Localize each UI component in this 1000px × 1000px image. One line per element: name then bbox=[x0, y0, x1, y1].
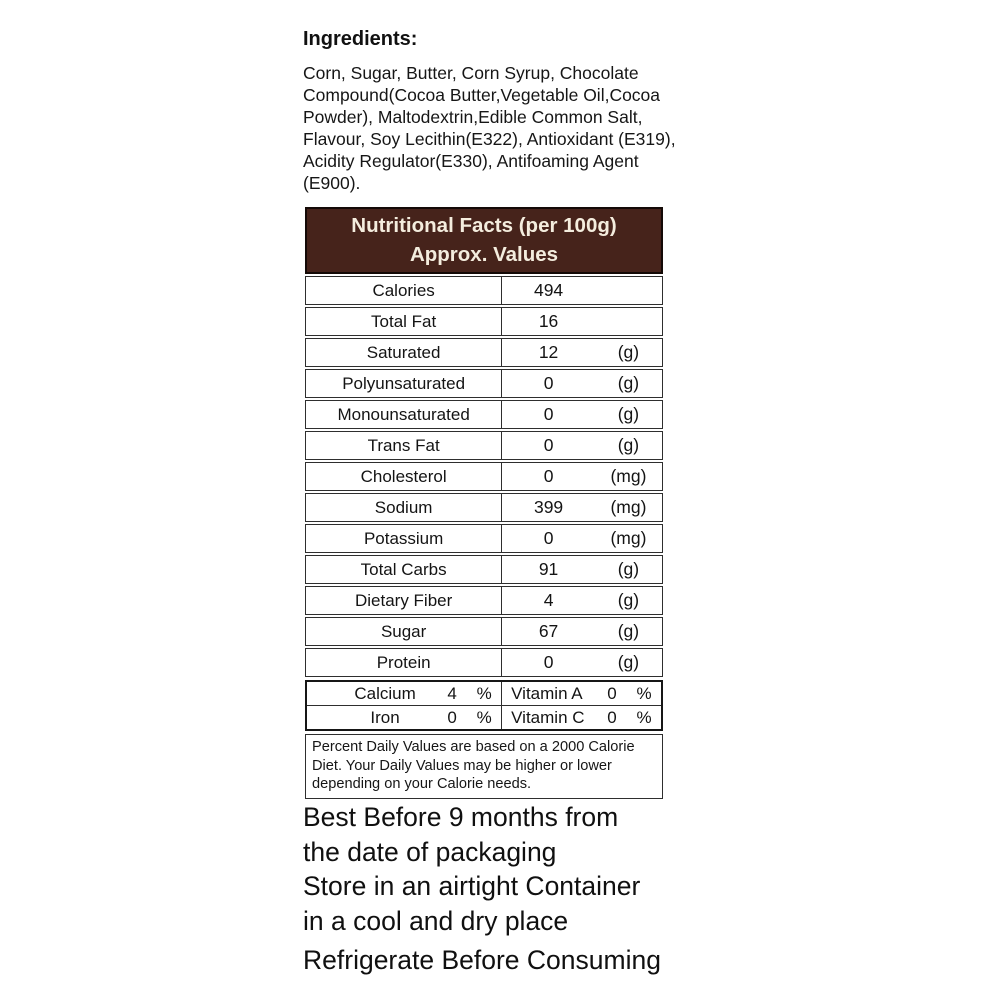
nutrient-unit: (mg) bbox=[610, 497, 647, 517]
nutrient-value: 494 bbox=[533, 280, 564, 300]
vitamin-percent-sign: % bbox=[636, 683, 652, 703]
mineral-percent-sign: % bbox=[476, 683, 492, 703]
nutrition-row bbox=[305, 338, 663, 367]
nutrition-row bbox=[305, 276, 663, 305]
nutrition-row bbox=[305, 307, 663, 336]
nutrition-row bbox=[305, 555, 663, 584]
nutrient-value: 0 bbox=[543, 404, 554, 424]
nutrient-label: Calories bbox=[306, 277, 502, 304]
vitamin-label: Vitamin C bbox=[511, 707, 585, 727]
nutrient-unit: (g) bbox=[617, 590, 640, 610]
micronutrient-row bbox=[307, 705, 661, 729]
nutrient-unit: (mg) bbox=[610, 528, 647, 548]
nutrition-row bbox=[305, 648, 663, 677]
daily-values-footnote: Percent Daily Values are based on a 2000 Calorie Diet. Your Daily Values may be higher or lower depending on your Calorie needs. bbox=[305, 734, 663, 799]
nutrient-unit: (g) bbox=[617, 559, 640, 579]
nutrient-value-cell bbox=[502, 432, 662, 459]
mineral-label: Calcium bbox=[354, 683, 416, 703]
storage-line: the date of packaging bbox=[303, 836, 557, 867]
ingredients-title: Ingredients: bbox=[303, 28, 418, 50]
nutrition-row bbox=[305, 586, 663, 615]
vitamin-percent-sign: % bbox=[636, 707, 652, 727]
nutrition-row bbox=[305, 369, 663, 398]
storage-instructions bbox=[303, 800, 723, 978]
nutrient-value-cell bbox=[502, 649, 662, 676]
storage-line: in a cool and dry place bbox=[303, 905, 569, 936]
nutrition-row bbox=[305, 462, 663, 491]
nutrient-value-cell bbox=[502, 463, 662, 490]
nutrition-rows bbox=[305, 276, 663, 677]
nutrient-value-cell bbox=[502, 556, 662, 583]
vitamin-cell bbox=[502, 706, 661, 729]
nutrient-value: 16 bbox=[538, 311, 559, 331]
nutrient-value-cell bbox=[502, 308, 662, 335]
nutrient-label: Protein bbox=[306, 649, 502, 676]
nutrient-label: Cholesterol bbox=[306, 463, 502, 490]
nutrient-value-cell bbox=[502, 618, 662, 645]
ingredients-section bbox=[303, 28, 679, 194]
nutrient-value: 67 bbox=[538, 621, 559, 641]
nutrient-value: 0 bbox=[543, 528, 554, 548]
nutrient-label: Total Carbs bbox=[306, 556, 502, 583]
nutrient-unit: (g) bbox=[617, 404, 640, 424]
mineral-cell bbox=[307, 682, 502, 705]
mineral-percent-sign: % bbox=[476, 707, 492, 727]
nutrient-label: Sugar bbox=[306, 618, 502, 645]
micronutrient-row bbox=[307, 682, 661, 705]
mineral-value: 4 bbox=[447, 683, 457, 703]
mineral-value: 0 bbox=[447, 707, 457, 727]
nutrition-row bbox=[305, 493, 663, 522]
nutrient-label: Monounsaturated bbox=[306, 401, 502, 428]
nutrient-unit: (g) bbox=[617, 342, 640, 362]
nutrient-value-cell bbox=[502, 494, 662, 521]
nutrient-value-cell bbox=[502, 587, 662, 614]
nutrient-value-cell bbox=[502, 277, 662, 304]
nutrient-value: 0 bbox=[543, 466, 554, 486]
nutrient-label: Saturated bbox=[306, 339, 502, 366]
nutrient-unit: (g) bbox=[617, 373, 640, 393]
nutrient-unit: (g) bbox=[617, 435, 640, 455]
nutrient-unit: (g) bbox=[617, 652, 640, 672]
nutrient-value: 91 bbox=[538, 559, 559, 579]
ingredients-text: Corn, Sugar, Butter, Corn Syrup, Chocolate Compound(Cocoa Butter,Vegetable Oil,Cocoa Powder), Maltodextrin,Edible Common Salt, Flavour, Soy Lecithin(E322), Antioxidant (E319), Acidity Regulator(E330), Antifoaming Agent (E900). bbox=[303, 63, 676, 193]
nutrition-title-line1: Nutritional Facts (per 100g) bbox=[351, 214, 617, 237]
storage-line: Store in an airtight Container bbox=[303, 871, 641, 901]
nutrition-table-header bbox=[305, 207, 663, 274]
vitamin-cell bbox=[502, 682, 661, 705]
vitamin-value: 0 bbox=[607, 683, 617, 703]
mineral-cell bbox=[307, 706, 502, 729]
nutrient-label: Sodium bbox=[306, 494, 502, 521]
nutrient-label: Dietary Fiber bbox=[306, 587, 502, 614]
storage-line: Best Before 9 months from bbox=[303, 802, 619, 832]
nutrient-value: 4 bbox=[543, 590, 554, 610]
vitamin-label: Vitamin A bbox=[511, 683, 583, 703]
nutrient-value-cell bbox=[502, 401, 662, 428]
storage-line: Refrigerate Before Consuming bbox=[303, 945, 661, 975]
nutrient-unit: (mg) bbox=[610, 466, 647, 486]
micronutrients-section bbox=[305, 680, 663, 731]
nutrition-row bbox=[305, 524, 663, 553]
nutrition-row bbox=[305, 400, 663, 429]
mineral-label: Iron bbox=[370, 707, 400, 727]
nutrient-value: 0 bbox=[543, 435, 554, 455]
nutrient-value: 12 bbox=[538, 342, 559, 362]
vitamin-value: 0 bbox=[607, 707, 617, 727]
nutrient-value: 0 bbox=[543, 652, 554, 672]
nutrient-value-cell bbox=[502, 339, 662, 366]
nutrient-label: Trans Fat bbox=[306, 432, 502, 459]
nutrition-facts-table bbox=[305, 207, 663, 799]
nutrition-row bbox=[305, 431, 663, 460]
nutrient-value: 0 bbox=[543, 373, 554, 393]
nutrient-value-cell bbox=[502, 370, 662, 397]
nutrition-title-line2: Approx. Values bbox=[409, 243, 559, 266]
nutrient-label: Total Fat bbox=[306, 308, 502, 335]
nutrient-label: Polyunsaturated bbox=[306, 370, 502, 397]
nutrient-value: 399 bbox=[533, 497, 564, 517]
nutrient-unit: (g) bbox=[617, 621, 640, 641]
nutrition-row bbox=[305, 617, 663, 646]
nutrient-label: Potassium bbox=[306, 525, 502, 552]
nutrient-value-cell bbox=[502, 525, 662, 552]
